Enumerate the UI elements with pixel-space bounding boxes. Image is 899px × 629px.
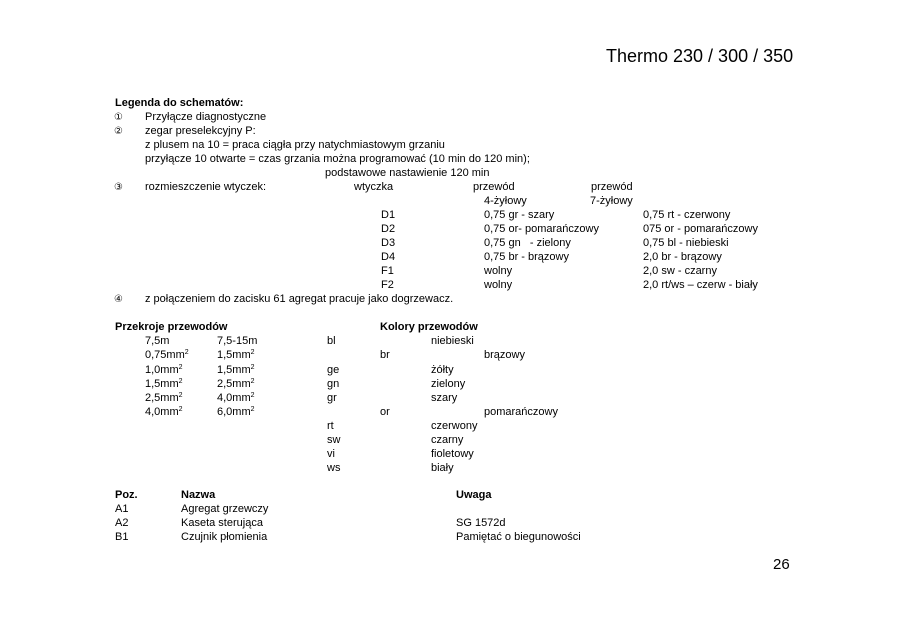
- legend-item-2-text: zegar preselekcyjny P:: [145, 125, 256, 137]
- legend-item-2-number: ②: [114, 126, 123, 137]
- color-code: rt: [327, 420, 334, 432]
- color-code: br: [380, 349, 390, 361]
- cross-value: 1,0mm: [145, 364, 179, 376]
- cross-section-long: [217, 392, 255, 405]
- color-code: bl: [327, 335, 336, 347]
- table-cell-pos: A2: [115, 517, 129, 529]
- plug-wire7: 2,0 br - brązowy: [643, 251, 722, 263]
- table-cell-pos: A1: [115, 503, 129, 515]
- cross-value: 2,5mm: [217, 378, 251, 390]
- plug-wire4: 0,75 br - brązowy: [484, 251, 569, 263]
- wire7-header-line2: 7-żyłowy: [590, 195, 633, 207]
- cross-section-long: [217, 378, 255, 391]
- color-name: pomarańczowy: [484, 406, 558, 418]
- plug-wire7: 0,75 bl - niebieski: [643, 237, 729, 249]
- superscript: 2: [250, 378, 255, 385]
- table-cell-note: Pamiętać o biegunowości: [456, 531, 581, 543]
- cross-value: 0,75mm: [145, 349, 185, 361]
- table-cell-name: Czujnik płomienia: [181, 531, 268, 543]
- cross-value: 4,0mm: [145, 406, 179, 418]
- superscript: 2: [250, 349, 255, 356]
- plug-id: D1: [381, 209, 396, 221]
- plug-wire7: 0,75 rt - czerwony: [643, 209, 731, 221]
- cross-section-long: [217, 349, 255, 362]
- table-cell-note: SG 1572d: [456, 517, 506, 529]
- cross-section-short: 7,5m: [145, 335, 170, 347]
- cross-value: 2,5mm: [145, 392, 179, 404]
- superscript: 2: [184, 349, 189, 356]
- superscript: 2: [250, 406, 255, 413]
- table-cell-pos: B1: [115, 531, 129, 543]
- plug-wire7: 2,0 sw - czarny: [643, 265, 717, 277]
- plug-wire4: 0,75 gr - szary: [484, 209, 555, 221]
- plug-wire4: 0,75 gn - zielony: [484, 237, 571, 249]
- plug-wire7: 075 or - pomarańczowy: [643, 223, 758, 235]
- page-number: 26: [773, 556, 790, 573]
- color-code: gr: [327, 392, 337, 404]
- cross-section-short: [145, 364, 183, 377]
- cross-value: 6,0mm: [217, 406, 251, 418]
- superscript: 2: [178, 392, 183, 399]
- plug-id: F1: [381, 265, 394, 277]
- cross-section-long: [217, 406, 255, 419]
- plug-id: D2: [381, 223, 396, 235]
- legend-heading: Legenda do schematów:: [115, 97, 244, 109]
- superscript: 2: [178, 378, 183, 385]
- legend-item-1-number: ①: [114, 112, 123, 123]
- cross-value: 4,0mm: [217, 392, 251, 404]
- superscript: 2: [250, 364, 255, 371]
- color-code: sw: [327, 434, 341, 446]
- plug-wire7: 2,0 rt/ws – czerw - biały: [643, 279, 758, 291]
- superscript: 2: [178, 364, 183, 371]
- cross-section-short: [145, 378, 183, 391]
- cross-section-short: [145, 349, 189, 362]
- color-name: brązowy: [484, 349, 525, 361]
- clock-line-2: przyłącze 10 otwarte = czas grzania można programować (10 min do 120 min);: [145, 153, 530, 165]
- legend-item-3-text: rozmieszczenie wtyczek:: [145, 181, 267, 193]
- cross-section-long: [217, 364, 255, 377]
- color-name: zielony: [431, 378, 466, 390]
- plug-wire4: 0,75 or- pomarańczowy: [484, 223, 599, 235]
- legend-item-3-number: ③: [114, 182, 123, 193]
- wire-colors-heading: Kolory przewodów: [380, 321, 478, 333]
- wire4-header-line1: przewód: [473, 181, 515, 193]
- superscript: 2: [178, 406, 183, 413]
- plug-header: wtyczka: [354, 181, 394, 193]
- cross-value: 1,5mm: [217, 349, 251, 361]
- superscript: 2: [250, 392, 255, 399]
- plug-id: D4: [381, 251, 396, 263]
- plug-wire4: wolny: [484, 265, 513, 277]
- plug-id: D3: [381, 237, 396, 249]
- plug-id: F2: [381, 279, 394, 291]
- color-name: szary: [431, 392, 458, 404]
- color-name: czerwony: [431, 420, 478, 432]
- color-name: fioletowy: [431, 448, 474, 460]
- clock-line-1: z plusem na 10 = praca ciągła przy natychmiastowym grzaniu: [145, 139, 445, 151]
- color-name: żółty: [431, 364, 454, 376]
- cross-value: 1,5mm: [217, 364, 251, 376]
- cross-section-heading: Przekroje przewodów: [115, 321, 228, 333]
- table-header-name: Nazwa: [181, 489, 216, 501]
- cross-section-long: 7,5-15m: [217, 335, 258, 347]
- cross-section-short: [145, 392, 183, 405]
- color-code: vi: [327, 448, 335, 460]
- table-header-note: Uwaga: [456, 489, 492, 501]
- table-header-pos: Poz.: [115, 489, 138, 501]
- color-name: czarny: [431, 434, 464, 446]
- color-name: niebieski: [431, 335, 474, 347]
- cross-section-short: [145, 406, 183, 419]
- wire4-header-line2: 4-żyłowy: [484, 195, 527, 207]
- color-code: ge: [327, 364, 340, 376]
- table-cell-name: Kaseta sterująca: [181, 517, 263, 529]
- legend-item-4-text: z połączeniem do zacisku 61 agregat pracuje jako dogrzewacz.: [145, 293, 454, 305]
- legend-item-4-number: ④: [114, 294, 123, 305]
- wire7-header-line1: przewód: [591, 181, 633, 193]
- color-code: or: [380, 406, 390, 418]
- page-title: Thermo 230 / 300 / 350: [606, 46, 794, 66]
- clock-line-3: podstawowe nastawienie 120 min: [325, 167, 490, 179]
- legend-item-1-text: Przyłącze diagnostyczne: [145, 111, 267, 123]
- color-name: biały: [431, 462, 454, 474]
- cross-value: 1,5mm: [145, 378, 179, 390]
- plug-wire4: wolny: [484, 279, 513, 291]
- color-code: gn: [327, 378, 340, 390]
- table-cell-name: Agregat grzewczy: [181, 503, 269, 515]
- color-code: ws: [327, 462, 341, 474]
